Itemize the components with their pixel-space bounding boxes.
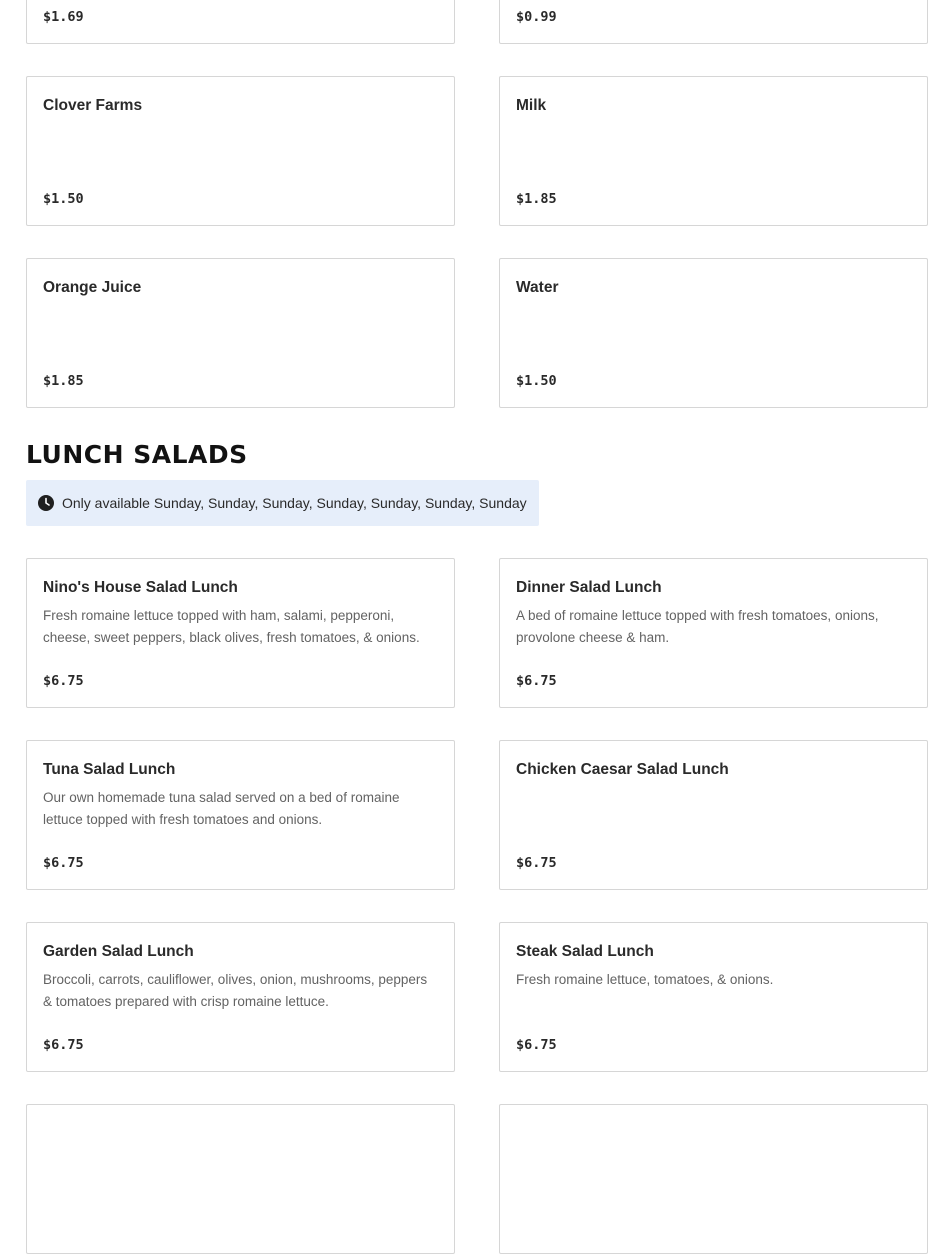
menu-item-card[interactable] (499, 258, 928, 408)
menu-item-name: Clover Farms (43, 97, 143, 114)
menu-item-card[interactable] (26, 558, 455, 708)
menu-item-name: Garden Salad Lunch (43, 943, 194, 960)
menu-item-price: $6.75 (516, 673, 557, 689)
availability-banner (26, 480, 539, 526)
menu-item-name: Steak Salad Lunch (516, 943, 654, 960)
menu-item-price: $0.99 (516, 9, 557, 25)
menu-item-description: Fresh romaine lettuce, tomatoes, & onions. (516, 972, 774, 987)
menu-item-price: $6.75 (516, 855, 557, 871)
menu-item-name: Dinner Salad Lunch (516, 579, 662, 596)
menu-item-name: Chicken Caesar Salad Lunch (516, 761, 729, 778)
menu-item-description: Broccoli, carrots, cauliflower, olives, onion, mushrooms, peppers & tomatoes prepared with crisp romaine lettuce. (43, 972, 428, 1009)
menu-item-card[interactable] (499, 922, 928, 1072)
menu-item-price: $6.75 (43, 1037, 84, 1053)
menu-item-card[interactable] (26, 922, 455, 1072)
menu-item-price: $1.69 (43, 9, 84, 25)
menu-item-price: $1.50 (516, 373, 557, 389)
menu-item-price: $1.85 (43, 373, 84, 389)
menu-item-name: Water (516, 279, 559, 296)
menu-item-name: Nino's House Salad Lunch (43, 579, 238, 596)
menu-item-price: $6.75 (43, 855, 84, 871)
menu-item-price: $1.85 (516, 191, 557, 207)
menu-item-name: Orange Juice (43, 279, 142, 296)
menu-item-price: $6.75 (43, 673, 84, 689)
menu-item-name: Tuna Salad Lunch (43, 761, 176, 778)
menu-item-card[interactable] (499, 1104, 928, 1254)
menu-item-name: Milk (516, 97, 547, 114)
clock-icon (38, 495, 54, 511)
availability-text: Only available Sunday, Sunday, Sunday, Sunday, Sunday, Sunday, Sunday (62, 495, 527, 511)
menu-item-card[interactable] (26, 740, 455, 890)
menu-item-card[interactable] (499, 0, 928, 44)
menu-item-description: Fresh romaine lettuce topped with ham, salami, pepperoni, cheese, sweet peppers, black olives, fresh tomatoes, & onions. (43, 608, 420, 645)
menu-item-card[interactable] (26, 258, 455, 408)
menu-item-card[interactable] (499, 76, 928, 226)
menu-item-description: Our own homemade tuna salad served on a bed of romaine lettuce topped with fresh tomatoes and onions. (43, 790, 400, 827)
menu-item-description: A bed of romaine lettuce topped with fresh tomatoes, onions, provolone cheese & ham. (516, 608, 879, 645)
menu-item-card[interactable] (26, 76, 455, 226)
menu-item-price: $6.75 (516, 1037, 557, 1053)
menu-item-card[interactable] (26, 1104, 455, 1254)
menu-item-card[interactable] (26, 0, 455, 44)
menu-item-card[interactable] (499, 740, 928, 890)
section-title: LUNCH SALADS (26, 440, 248, 469)
menu-item-card[interactable] (499, 558, 928, 708)
menu-item-price: $1.50 (43, 191, 84, 207)
